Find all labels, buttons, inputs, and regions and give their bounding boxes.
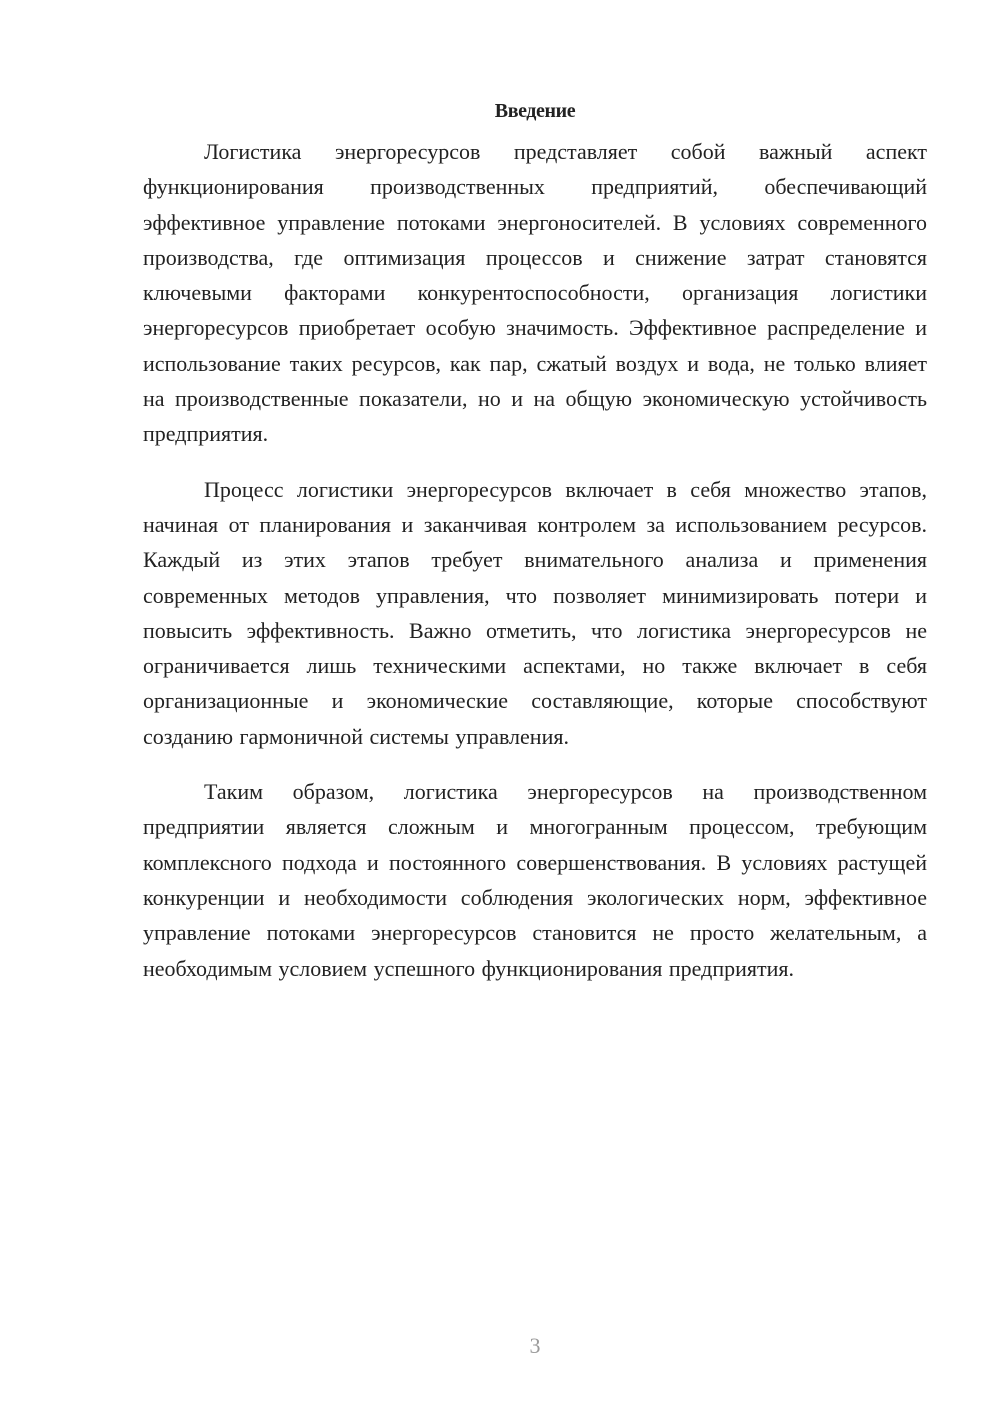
paragraph-3: Таким образом, логистика энергоресурсов на производственном предприятии является сложным и многогранным процессом, требующим комплексного подхода и постоянного совершенствования. В условиях растущей конкуренции и необходимости соблюдения экологических норм, эффективное управление потоками энергоресурсов становится не просто желательным, а необходимым условием успешного функционирования предприятия.: [143, 779, 927, 981]
document-body: [143, 96, 927, 1006]
paragraph-2: Процесс логистики энергоресурсов включает в себя множество этапов, начиная от планирования и заканчивая контролем за использованием ресурсов. Каждый из этих этапов требует внимательного анализа и применения современных методов управления, что позволяет минимизировать потери и повысить эффективность. Важно отметить, что логистика энергоресурсов не ограничивается лишь техническими аспектами, но также включает в себя организационные и экономические составляющие, которые способствуют созданию гармоничной системы управления.: [143, 476, 927, 749]
section-heading: Введение: [494, 100, 576, 122]
paragraph-1: Логистика энергоресурсов представляет собой важный аспект функционирования производственных предприятий, обеспечивающий эффективное управление потоками энергоносителей. В условиях современного производства, где оптимизация процессов и снижение затрат становятся ключевыми факторами конкурентоспособности, организация логистики энергоресурсов приобретает особую значимость. Эффективное распределение и использование таких ресурсов, как пар, сжатый воздух и вода, не только влияет на производственные показатели, но и на общую экономическую устойчивость предприятия.: [143, 139, 927, 447]
page-number: 3: [529, 1333, 541, 1358]
